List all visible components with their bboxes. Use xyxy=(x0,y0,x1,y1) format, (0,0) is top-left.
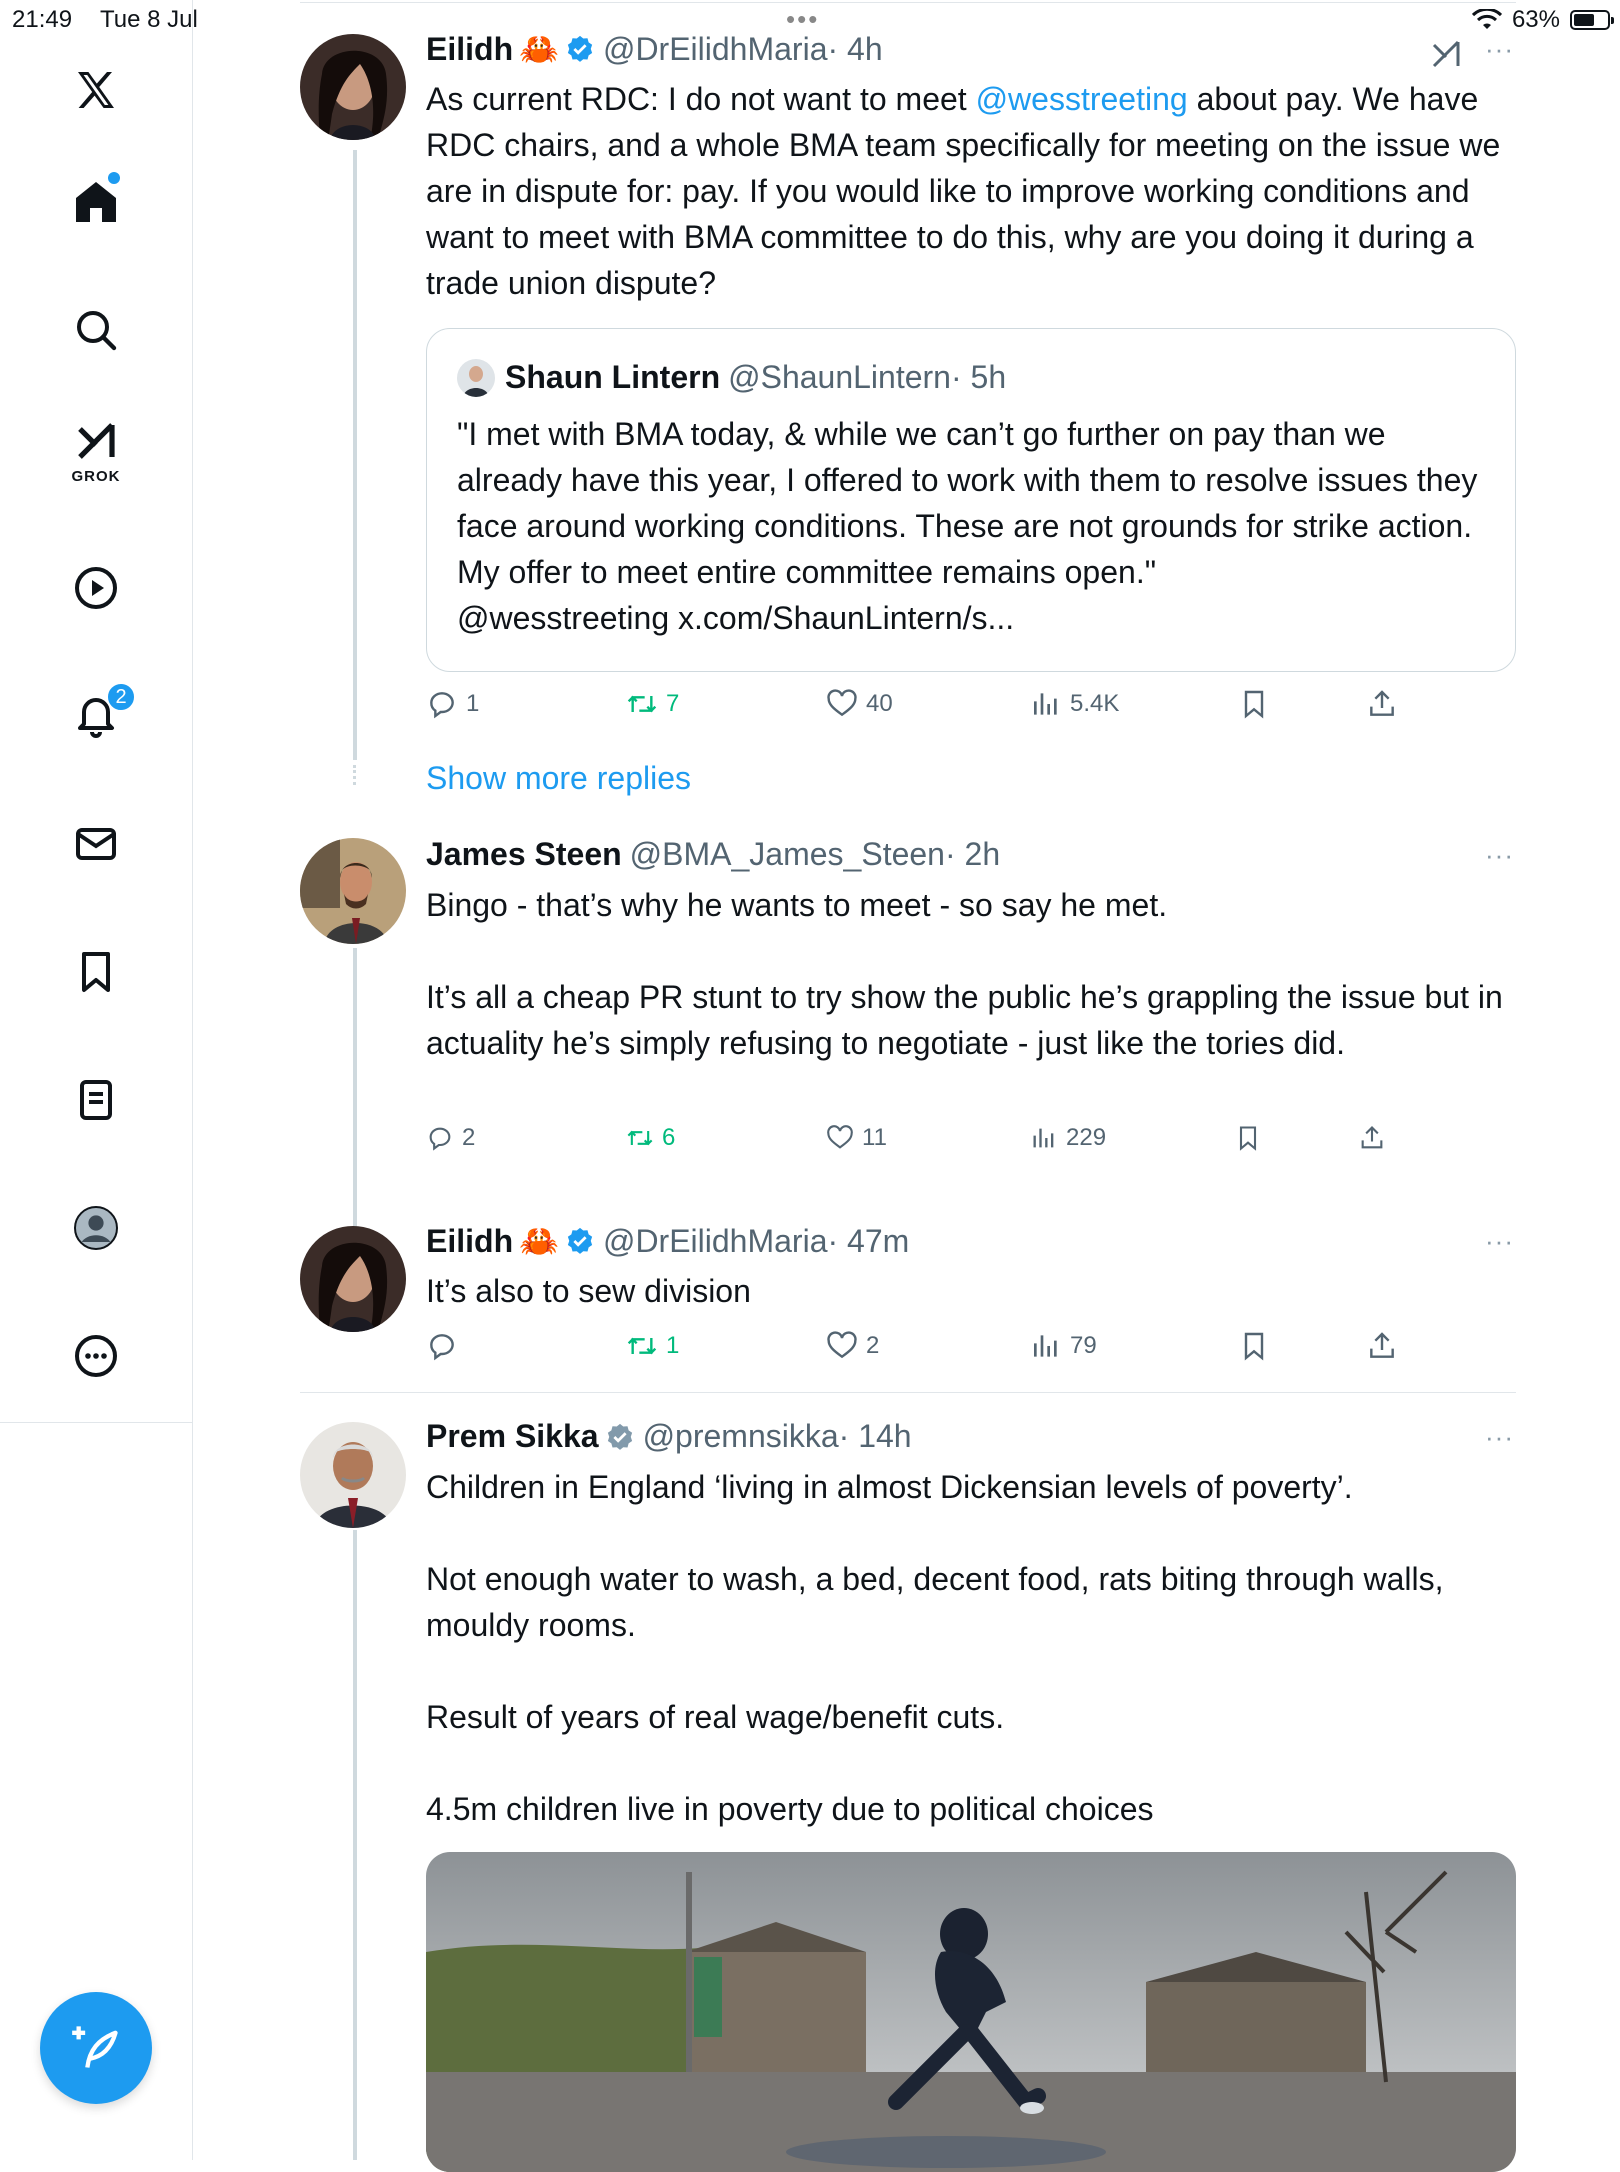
lists-icon[interactable] xyxy=(48,1052,144,1148)
more-options-icon[interactable]: ··· xyxy=(1485,1226,1514,1256)
heart-icon xyxy=(826,1124,854,1152)
tweet-text-part: about pay. We have RDC chairs, and a whole BMA team specifically for meeting on the issue we are in dispute for: pay. If you would like to improve working conditions and want to meet with BMA committee to do this, why are you doing it during a trade union dispute? xyxy=(426,81,1501,301)
verified-badge-icon xyxy=(565,1226,595,1256)
like-button[interactable] xyxy=(826,1124,887,1152)
tweet-text: It’s also to sew division xyxy=(426,1273,751,1309)
tweet-text xyxy=(426,76,1516,306)
share-button[interactable] xyxy=(1366,1330,1398,1362)
like-count: 40 xyxy=(866,690,893,717)
video-icon[interactable] xyxy=(48,540,144,636)
status-indicators xyxy=(1472,6,1610,34)
crab-emoji: 🦀 xyxy=(519,1223,559,1259)
avatar[interactable] xyxy=(300,1226,406,1332)
post-divider xyxy=(300,1392,1516,1393)
home-unread-dot xyxy=(108,172,120,184)
tweet-time[interactable]: · 2h xyxy=(944,836,1001,872)
repost-icon xyxy=(626,1124,654,1152)
thread-line-dotted xyxy=(353,765,356,785)
sidebar xyxy=(0,0,193,1423)
messages-mail-icon[interactable] xyxy=(48,796,144,892)
x-logo-icon[interactable] xyxy=(48,42,144,138)
thread-line xyxy=(353,948,357,1228)
street-photo-image xyxy=(426,1852,1516,2172)
compose-post-button[interactable] xyxy=(40,1992,152,2104)
notifications-badge: 2 xyxy=(106,682,136,712)
author-name[interactable]: Eilidh xyxy=(426,1222,514,1259)
profile-avatar-icon[interactable] xyxy=(48,1180,144,1276)
like-count: 11 xyxy=(862,1124,887,1151)
views-chart-icon xyxy=(1030,688,1062,720)
tweet-text: Bingo - that’s why he wants to meet - so say he met. It’s all a cheap PR stunt to try show the public he’s grappling the issue but in actuality he’s simply refusing to negotiate - just like the tories did. xyxy=(426,887,1503,1061)
heart-icon xyxy=(826,1330,858,1362)
tweet-header xyxy=(426,836,1000,873)
avatar[interactable] xyxy=(300,1422,406,1528)
battery-percent: 63% xyxy=(1511,6,1560,33)
author-name[interactable]: Prem Sikka xyxy=(426,1418,599,1454)
reply-icon xyxy=(426,688,458,720)
repost-button[interactable] xyxy=(626,1124,675,1152)
quoted-header xyxy=(505,359,1006,396)
quoted-tweet[interactable] xyxy=(426,328,1516,672)
views-count: 229 xyxy=(1066,1124,1107,1151)
views-count: 5.4K xyxy=(1070,690,1120,717)
more-options-icon[interactable]: ··· xyxy=(1485,840,1514,870)
quoted-avatar xyxy=(457,359,495,397)
tweet-header xyxy=(426,1418,912,1455)
reply-icon xyxy=(426,1330,458,1362)
views-chart-icon xyxy=(1030,1330,1062,1362)
repost-button[interactable] xyxy=(626,688,679,720)
grok-action-icon[interactable] xyxy=(1428,36,1464,72)
bookmark-icon xyxy=(1238,688,1270,720)
grok-nav[interactable] xyxy=(48,404,144,500)
wifi-icon xyxy=(1472,9,1502,31)
repost-icon xyxy=(626,688,658,720)
avatar[interactable] xyxy=(300,838,406,944)
repost-count: 6 xyxy=(662,1124,676,1151)
reply-button[interactable] xyxy=(426,1124,475,1152)
repost-button[interactable] xyxy=(626,1330,679,1362)
like-count: 2 xyxy=(866,1332,880,1359)
battery-icon xyxy=(1570,10,1610,30)
tweet-actions xyxy=(426,688,1516,732)
tweet-time[interactable]: · 4h xyxy=(827,30,883,67)
bookmark-icon xyxy=(1238,1330,1270,1362)
author-handle[interactable]: @DrEilidhMaria xyxy=(602,30,828,67)
reply-count: 2 xyxy=(462,1124,476,1151)
views-count: 79 xyxy=(1070,1332,1097,1359)
like-button[interactable] xyxy=(826,1330,879,1362)
grok-icon xyxy=(72,417,120,465)
author-name[interactable]: James Steen xyxy=(426,836,622,872)
bookmark-icon xyxy=(1234,1124,1262,1152)
bookmark-button[interactable] xyxy=(1238,1330,1270,1362)
tweet-time[interactable]: · 14h xyxy=(838,1418,912,1454)
quoted-author-name: Shaun Lintern xyxy=(505,359,721,395)
views-button[interactable] xyxy=(1030,688,1119,720)
tweet-text: Children in England ‘living in almost Dickensian levels of poverty’. Not enough water to wash, a bed, decent food, rats biting through walls, mouldy rooms. Result of years of real wage/benefit cuts. 4.5m children live in poverty due to political choices xyxy=(426,1469,1444,1827)
thread-line xyxy=(353,150,357,760)
like-button[interactable] xyxy=(826,688,893,720)
sidebar-border xyxy=(192,1422,193,2160)
tweet-time[interactable]: · 47m xyxy=(827,1222,910,1259)
share-button[interactable] xyxy=(1358,1124,1386,1152)
quoted-author-handle: @ShaunLintern xyxy=(728,359,951,395)
bookmark-button[interactable] xyxy=(1234,1124,1262,1152)
author-name[interactable]: Eilidh xyxy=(426,30,514,67)
home-icon[interactable] xyxy=(48,154,144,250)
reply-button[interactable] xyxy=(426,688,479,720)
repost-count: 1 xyxy=(666,1332,680,1359)
thread-line xyxy=(353,1530,357,2160)
status-date: Tue 8 Jul xyxy=(100,6,198,33)
reply-icon xyxy=(426,1124,454,1152)
verified-badge-icon xyxy=(565,34,595,64)
views-chart-icon xyxy=(1030,1124,1058,1152)
reply-count: 1 xyxy=(466,690,480,717)
tweet-actions xyxy=(426,1330,1516,1374)
more-menu-icon[interactable] xyxy=(48,1308,144,1404)
avatar[interactable] xyxy=(300,34,406,140)
repost-count: 7 xyxy=(666,690,680,717)
quoted-time: · 5h xyxy=(950,359,1007,395)
quoted-text: "I met with BMA today, & while we can’t go further on pay than we already have this year, I offered to work with them to resolve issues they face around working conditions. These are not grounds for strike action. My offer to meet entire committee remains open." @wesstreeting x.com/ShaunLintern/s... xyxy=(457,416,1478,636)
author-handle[interactable]: @premnsikka xyxy=(642,1418,839,1454)
share-icon xyxy=(1358,1124,1386,1152)
grok-label: GROK xyxy=(71,468,121,485)
bookmarks-icon[interactable] xyxy=(48,924,144,1020)
feed-top-border xyxy=(300,2,1516,3)
author-handle[interactable]: @DrEilidhMaria xyxy=(602,1222,828,1259)
more-options-icon[interactable]: ··· xyxy=(1485,1422,1514,1452)
share-button[interactable] xyxy=(1366,688,1398,720)
tweet-media-image[interactable] xyxy=(426,1852,1516,2172)
reply-button[interactable] xyxy=(426,1330,466,1362)
share-icon xyxy=(1366,688,1398,720)
mention-link[interactable]: @wesstreeting xyxy=(975,81,1188,117)
compose-feather-icon xyxy=(70,2022,122,2074)
heart-icon xyxy=(826,688,858,720)
tweet-header xyxy=(426,1222,909,1260)
repost-icon xyxy=(626,1330,658,1362)
bookmark-button[interactable] xyxy=(1238,688,1270,720)
tweet-actions xyxy=(426,1124,1516,1168)
show-more-replies-link[interactable]: Show more replies xyxy=(426,760,691,796)
share-icon xyxy=(1366,1330,1398,1362)
verified-badge-icon xyxy=(605,1422,635,1452)
crab-emoji: 🦀 xyxy=(519,31,559,67)
multitask-dots-icon[interactable]: ••• xyxy=(786,4,820,34)
author-handle[interactable]: @BMA_James_Steen xyxy=(629,836,945,872)
status-time: 21:49 xyxy=(12,6,73,33)
search-icon[interactable] xyxy=(48,282,144,378)
more-options-icon[interactable]: ··· xyxy=(1485,34,1514,64)
tweet-text-part: As current RDC: I do not want to meet xyxy=(426,81,976,117)
views-button[interactable] xyxy=(1030,1330,1097,1362)
tweet-header xyxy=(426,30,883,68)
views-button[interactable] xyxy=(1030,1124,1106,1152)
notifications-bell-icon[interactable] xyxy=(48,666,144,762)
